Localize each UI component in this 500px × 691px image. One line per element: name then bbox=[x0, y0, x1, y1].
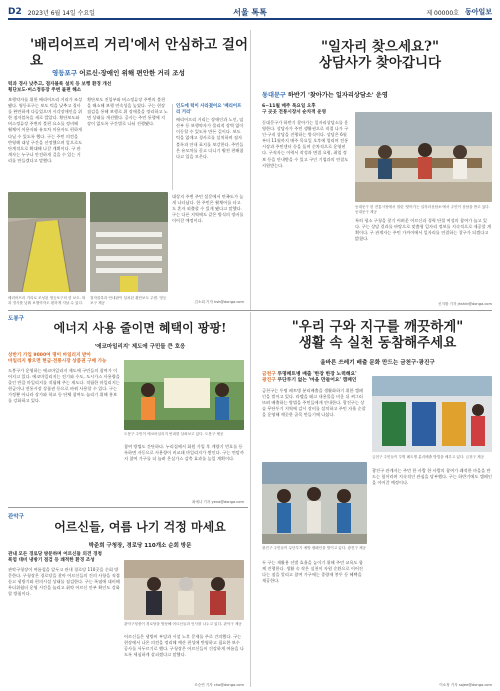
article1-subhead-2: 횡단보도·버스정류장 주변 불편 해소 bbox=[8, 88, 82, 94]
article5-subheads bbox=[8, 552, 102, 564]
article5-body2: 어르신들은 냉방비 부담과 시설 노후 문제를 주로 건의했다. 구는 현장에서 나온 의견을 정리해 예산 편성에 반영하고 필요한 보수 공사를 서두르기로 했다. 구청장은 어르신들이 건강하게 여름을 나도록 세심하게 살피겠다고 말했다. bbox=[124, 634, 244, 658]
article1-byline: 김소희 기자 ksh@donga.com bbox=[194, 300, 244, 304]
article3-subhead-1: 상반기 가입 9000여 명이 마일리지 받아 bbox=[8, 353, 91, 358]
article4-subtitle: 올바른 쓰레기 배출 문화 만드는 금천구·광진구 bbox=[320, 360, 435, 366]
article2-photo-consult bbox=[355, 112, 492, 202]
article5-byline: 조승연 기자 cho@donga.com bbox=[194, 683, 244, 687]
article3-caption: 도봉구 주민이 에코마일리지 안내를 살펴보고 있다. 도봉구 제공 bbox=[124, 432, 224, 436]
article5-body: 관악구청장이 여름철을 앞두고 관내 경로당 110곳을 순회 방문한다. 구청장은 경로당을 찾아 어르신들의 건의 사항을 직접 듣고 냉방기와 편의시설 상태를 점검한다. 구는 폭염에 대비해 무더위쉼터 운영 시간을 늘리고 취약 어르신 안부 확인도 강화할 방침이다. bbox=[8, 567, 120, 597]
article4-region-1-sub: 투명페트병 배출 '한장 한장 노력해요' bbox=[277, 372, 357, 377]
article4-title-line-1: "우리 구와 지구를 깨끗하게" bbox=[291, 319, 464, 335]
article1-box-title: 인도에 턱이 사라졌어요 '배리어프리 거리' bbox=[176, 104, 242, 115]
page-header bbox=[8, 6, 492, 20]
article1-caption-1: 배리어프리 거리로 조성된 영등포구의 한 보도. 턱과 경사를 낮춰 보행약자도 편하게 지날 수 있다. bbox=[8, 296, 86, 305]
article2-region: 동대문구 bbox=[262, 92, 286, 99]
article4-title-line-2: 생활 속 실천 동참해주세요 bbox=[298, 334, 457, 351]
section-divider-2 bbox=[8, 507, 248, 508]
article1-title: '배리어프리 거리'에서 안심하고 걸어요 bbox=[30, 37, 248, 69]
article5-photo-visit bbox=[124, 560, 244, 620]
article3-photo-eco bbox=[124, 360, 244, 430]
article2-subheads bbox=[262, 104, 326, 117]
article4-regions bbox=[262, 372, 357, 385]
article4-region-2-sub: 무단투기 없는 '마을 만들어요' 캠페인 bbox=[277, 378, 357, 384]
article4-body: 금천구는 투명 페트병 분리배출을 생활화하기 위한 캠페인을 벌이고 있다. 라벨을 떼고 내용물을 비운 뒤 찌그러뜨려 배출하는 방법을 주민들에게 안내한다. 광진구는 상습 무단투기 지역에 감시 장비를 설치하고 주민 자율 순찰을 운영해 깨끗한 골목 만들기에 나섰다. bbox=[262, 388, 366, 418]
article2-region-line bbox=[262, 90, 388, 99]
article2-body2: 특히 평소 구청을 찾기 어려운 어르신과 경력 단절 여성의 참여가 늘고 있다. 구는 상담 결과를 바탕으로 맞춤형 일자리 정보를 지속적으로 제공할 계획이다. 구 관계자는 주민 가까이에서 일자리를 연결하는 창구가 되겠다고 밝혔다. bbox=[355, 218, 491, 242]
article3-subtitle: '에코마일리지' 제도에 구민들 큰 호응 bbox=[94, 344, 186, 350]
article2-title-line-1: "일자리 찾으세요?" bbox=[321, 39, 439, 55]
article1-caption-2: 점자블록과 안내판이 설치된 횡단보도 주변. 영등포구 제공 bbox=[90, 296, 167, 305]
article3-byline: 최예나 기자 yena@donga.com bbox=[191, 500, 244, 504]
section-divider-1 bbox=[8, 310, 492, 311]
article3-subhead-2: 마일리지 쌓으면 현금·전통시장 상품권 구매 가능 bbox=[8, 359, 107, 365]
article4-caption-1: 금천구 주민들이 투명 페트병 분리배출 방법을 배우고 있다. 금천구 제공 bbox=[372, 455, 485, 459]
article3-body2: 참여 방법도 간단하다. 누리집에서 회원 가입 후 계량기 번호를 등록하면 자동으로 사용량이 비교돼 마일리지가 쌓인다. 구는 연말까지 참여 가구를 더 늘려 온실가스 감축 효과를 높일 계획이다. bbox=[124, 444, 244, 462]
article3-body: 도봉구가 운영하는 에코마일리지 제도에 구민들의 참여가 이어지고 있다. 에코마일리지는 전기와 수도, 도시가스 사용량을 줄인 만큼 마일리지를 적립해 주는 제도다. 적립한 마일리지는 현금이나 전통시장 상품권 등으로 바꿔 사용할 수 있다. 구는 가정뿐 아니라 상가와 학교 등 단체 참여도 늘리기 위해 홍보를 강화하고 있다. bbox=[8, 368, 120, 404]
article4-caption-2: 광진구 주민들이 무단투기 예방 캠페인을 벌이고 있다. 광진구 제공 bbox=[262, 546, 367, 550]
issue-number: 제 00000호 bbox=[426, 9, 459, 17]
article1-region: 영등포구 bbox=[52, 69, 78, 77]
article4-body3: 광진구 관계자는 주민 한 사람 한 사람의 참여가 쾌적한 마을을 만드는 힘이라며 지속적인 관심을 당부했다. 구는 하반기에도 캠페인을 이어갈 예정이다. bbox=[372, 468, 492, 486]
article4-photo-recycle bbox=[372, 376, 492, 452]
article1-subheads bbox=[8, 82, 111, 95]
issue-date: 2023년 6월 14일 수요일 bbox=[27, 9, 95, 17]
article4-body2: 두 구는 재활용 선별 효율을 높이기 위해 주민 교육도 함께 진행한다. 생활 속 작은 실천이 자원 순환으로 이어진다는 점을 알리고 참여 가구에는 종량제 봉투 등 혜택을 제공한다. bbox=[262, 560, 363, 584]
article2-subhead-1: 6~11월 매주 목요일 오후 bbox=[262, 104, 316, 109]
article4-byline: 이소정 기자 sojee@donga.com bbox=[439, 683, 492, 687]
page-number: D2 bbox=[8, 7, 22, 17]
article4-title bbox=[265, 320, 490, 351]
article5-title: 어르신들, 여름 나기 걱정 마세요 bbox=[54, 520, 226, 534]
article3-region: 도봉구 bbox=[8, 316, 24, 322]
article5-subhead-2: 폭염 대비 냉방기 점검 등 쾌적한 환경 조성 bbox=[8, 558, 95, 564]
article1-region-sub: 어르신·장애인 위해 편안한 거리 조성 bbox=[79, 69, 185, 77]
article1-body3: 대상지 주변 주민 설문에서 만족도가 높게 나타났다. 한 주민은 휠체어를 타고도 혼자 외출할 수 있게 됐다고 말했다. 구는 다른 지역에도 같은 방식의 정비를 이어갈 예정이다. bbox=[172, 194, 244, 224]
article5-subtitle: 박준희 구청장, 경로당 110개소 순회 방문 bbox=[88, 543, 192, 549]
section-title: 서울 톡톡 bbox=[233, 7, 267, 17]
article2-body: 동대문구가 하반기 찾아가는 일자리상담소를 운영한다. 상담사가 주민 생활권으로 직접 나가 구인·구직 상담을 진행하는 방식이다. 상담은 6월부터 11월까지 매주 목요일 오후에 열리며 전통시장과 주민센터 등을 돌며 순차적으로 운영된다. 구직자는 이력서 작성과 면접 요령, 취업 정보 등을 안내받을 수 있고 구인 기업과의 연결도 지원받는다. bbox=[262, 120, 349, 168]
article1-box-body: 배리어프리 거리는 장애인과 노인, 임산부 등 보행약자가 물리적 장벽 없이 이동할 수 있도록 만든 길이다. 보도 턱을 없애고 경사로를 설치하며 점자블록과 안내 표지를 보강한다. 주민들은 유모차를 끌고 다니기 훨씬 편해졌다고 입을 모은다. bbox=[176, 117, 244, 159]
article2-caption: 동대문구 한 전통시장에서 열린 '찾아가는 일자리상담소'에서 주민이 상담을 받고 있다. 동대문구 제공 bbox=[355, 205, 490, 214]
article1-photo-sidewalk bbox=[8, 192, 86, 292]
article3-subheads bbox=[8, 353, 107, 365]
article2-byline: 신지환 기자 jhshin@donga.com bbox=[438, 302, 492, 306]
article5-region: 관악구 bbox=[8, 514, 24, 520]
article2-subhead-2: 구 곳곳 전통시장서 순차적 운영 bbox=[262, 110, 327, 116]
publisher-logo: 동아일보 bbox=[464, 8, 492, 16]
article1-body2: 횡단보도 진입부와 버스정류장 주변의 불편을 해소해 보행 연속성을 높였다. 구는 현장 점검을 통해 보행로 위 장애물을 정리하고 노면 상태를 개선했다. 공사는 주민 통행에 지장이 없도록 구간별로 나눠 진행됐다. bbox=[87, 97, 168, 127]
article1-body: 보행약자를 위한 배리어프리 거리가 조성됐다. 영등포구는 보도 턱을 낮추고 경사를 완만하게 다듬었으며 시각장애인을 위한 점자블록을 새로 깔았다. 횡단보도와 버스정류장 주변의 불편 요소를 정비해 휠체어 이용자와 유모차 이용자도 편하게 다닐 수 있도록 했다. 구는 주민 의견을 반영해 대상 구간을 선정했으며 앞으로도 단계적으로 확대해 나갈 계획이다. 구 관계자는 누구나 안전하게 걸을 수 있는 거리를 만들겠다고 말했다. bbox=[8, 97, 83, 163]
article4-region-1: 금천구 bbox=[262, 372, 276, 377]
article2-region-sub: 하반기 '찾아가는 일자리상담소' 운영 bbox=[287, 92, 388, 99]
column-divider-2 bbox=[250, 312, 251, 687]
article3-title: 에너지 사용 줄이면 혜택이 팡팡! bbox=[53, 321, 227, 335]
article1-photo-crosswalk bbox=[90, 192, 168, 292]
article1-region-line bbox=[52, 68, 185, 77]
article1-subhead-1: 턱과 경사 낮추고, 점자블록 설치 등 보행 환경 개선 bbox=[8, 82, 112, 87]
article4-photo-campaign bbox=[262, 462, 367, 544]
article5-caption: 관악구청장이 경로당을 방문해 어르신들과 인사를 나누고 있다. 관악구 제공 bbox=[124, 622, 242, 626]
article2-title bbox=[290, 40, 470, 71]
article1-info-box bbox=[172, 104, 244, 190]
article4-region-2: 광진구 bbox=[262, 378, 276, 384]
article5-subhead-1: 관내 모든 경로당 방문하며 어르신들 의견 경청 bbox=[8, 552, 102, 557]
article2-title-line-2: 상담사가 찾아갑니다 bbox=[318, 54, 442, 71]
column-divider bbox=[250, 30, 251, 310]
